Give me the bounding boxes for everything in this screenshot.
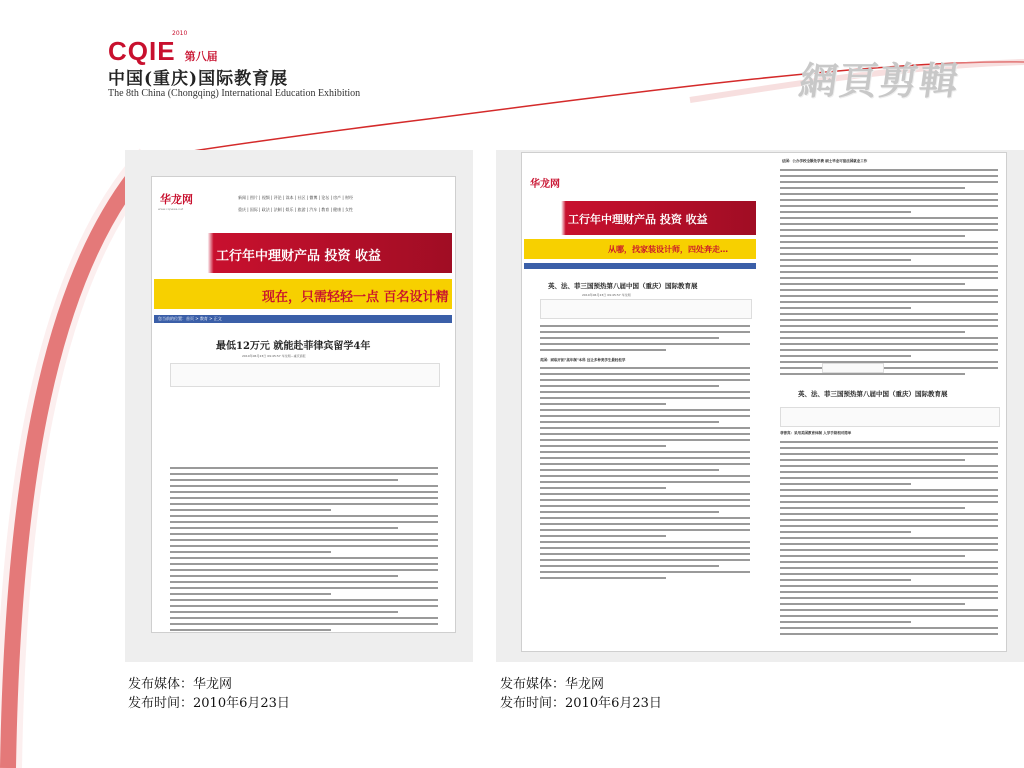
site-logo: 华龙网 xyxy=(530,179,560,190)
left-caption-media: 发布媒体：华龙网 xyxy=(128,677,233,692)
site-logo: 华龙网 xyxy=(160,193,193,206)
ad-banner-finance-text: 工行年中理财产品 投资 收益 xyxy=(216,249,382,264)
article-body-uk xyxy=(540,367,750,583)
right-caption-media: 发布媒体：华龙网 xyxy=(500,677,605,692)
right-share-toolbar xyxy=(780,407,1000,427)
article-meta: 2010年06月23日 09:45:57 华龙网—重庆商报 xyxy=(242,354,306,358)
article-meta: 2010年06月23日 09:45:57 华龙网 xyxy=(582,293,631,297)
article-body-philippines xyxy=(780,441,998,639)
left-news-clipping[interactable] xyxy=(151,176,456,633)
right-caption xyxy=(500,675,662,713)
ad-banner-finance-text: 工行年中理财产品 投资 收益 xyxy=(568,213,708,226)
site-url: www.cqnews.net xyxy=(158,207,184,211)
nav-row-2: 重庆 | 国际 | 政法 | 法制 | 娱乐 | 旅游 | 汽车 | 教育 | 健康 | 女性 xyxy=(238,207,354,212)
article-title: 最低12万元 就能赴菲律宾留学4年 xyxy=(216,341,371,352)
edition-label: 第八届 xyxy=(184,49,218,63)
article-body-france xyxy=(780,169,998,379)
breadcrumb: 您当前的位置：首页 > 教育 > 正文 xyxy=(158,316,222,321)
share-toolbar xyxy=(170,363,440,387)
article-title: 英、法、菲三国预热第八届中国（重庆）国际教育展 xyxy=(548,282,698,290)
exhibition-title-en: The 8th China (Chongqing) International Education Exhibition xyxy=(108,88,361,99)
logo-year: 2010 xyxy=(172,30,188,37)
left-caption xyxy=(128,675,290,713)
article-body xyxy=(170,467,438,633)
ad-banner-design-text: 现在，只需轻轻一点 百名设计精 xyxy=(262,290,449,305)
cqie-logo xyxy=(108,30,218,67)
breadcrumb-bar xyxy=(524,263,756,269)
article-body-intro xyxy=(540,325,750,355)
pagination[interactable] xyxy=(822,363,884,373)
ad-banner-finance[interactable] xyxy=(154,233,452,273)
col-heading-france: 法国：公办学校全额免学费 硕士毕业可留法国就业工作 xyxy=(782,159,868,163)
ad-banner-finance[interactable] xyxy=(524,201,756,235)
right-caption-time: 发布时间：2010年6月23日 xyxy=(500,696,662,711)
exhibition-title-cn: 中国(重庆)国际教育展 xyxy=(108,69,289,89)
ad-banner-design-text: 从哪，找家装设计师，四处奔走… xyxy=(608,245,728,254)
share-toolbar xyxy=(540,299,752,319)
ad-banner-design[interactable] xyxy=(524,239,756,259)
nav-row-1: 新闻 | 图片 | 视频 | 评论 | 读本 | 社区 | 微博 | 论坛 | 房产 | 财经 xyxy=(238,195,354,200)
section-heading-philippines: 菲律宾：采用美国教育体制 入学手续相对简单 xyxy=(780,431,852,435)
left-caption-time: 发布时间：2010年6月23日 xyxy=(128,696,290,711)
web-clipping-brand: 網頁剪輯 xyxy=(796,58,963,103)
ad-banner-design[interactable] xyxy=(154,279,452,309)
right-article-title: 英、法、菲三国预热第八届中国（重庆）国际教育展 xyxy=(798,390,948,398)
cqie-logo-mark: CQIE xyxy=(108,36,176,66)
section-heading-uk: 英国：面临开拓"高年制"本科 这让多种类学生最轻松学 xyxy=(540,358,626,362)
right-news-clipping[interactable] xyxy=(521,152,1007,652)
breadcrumb-bar xyxy=(154,315,452,323)
